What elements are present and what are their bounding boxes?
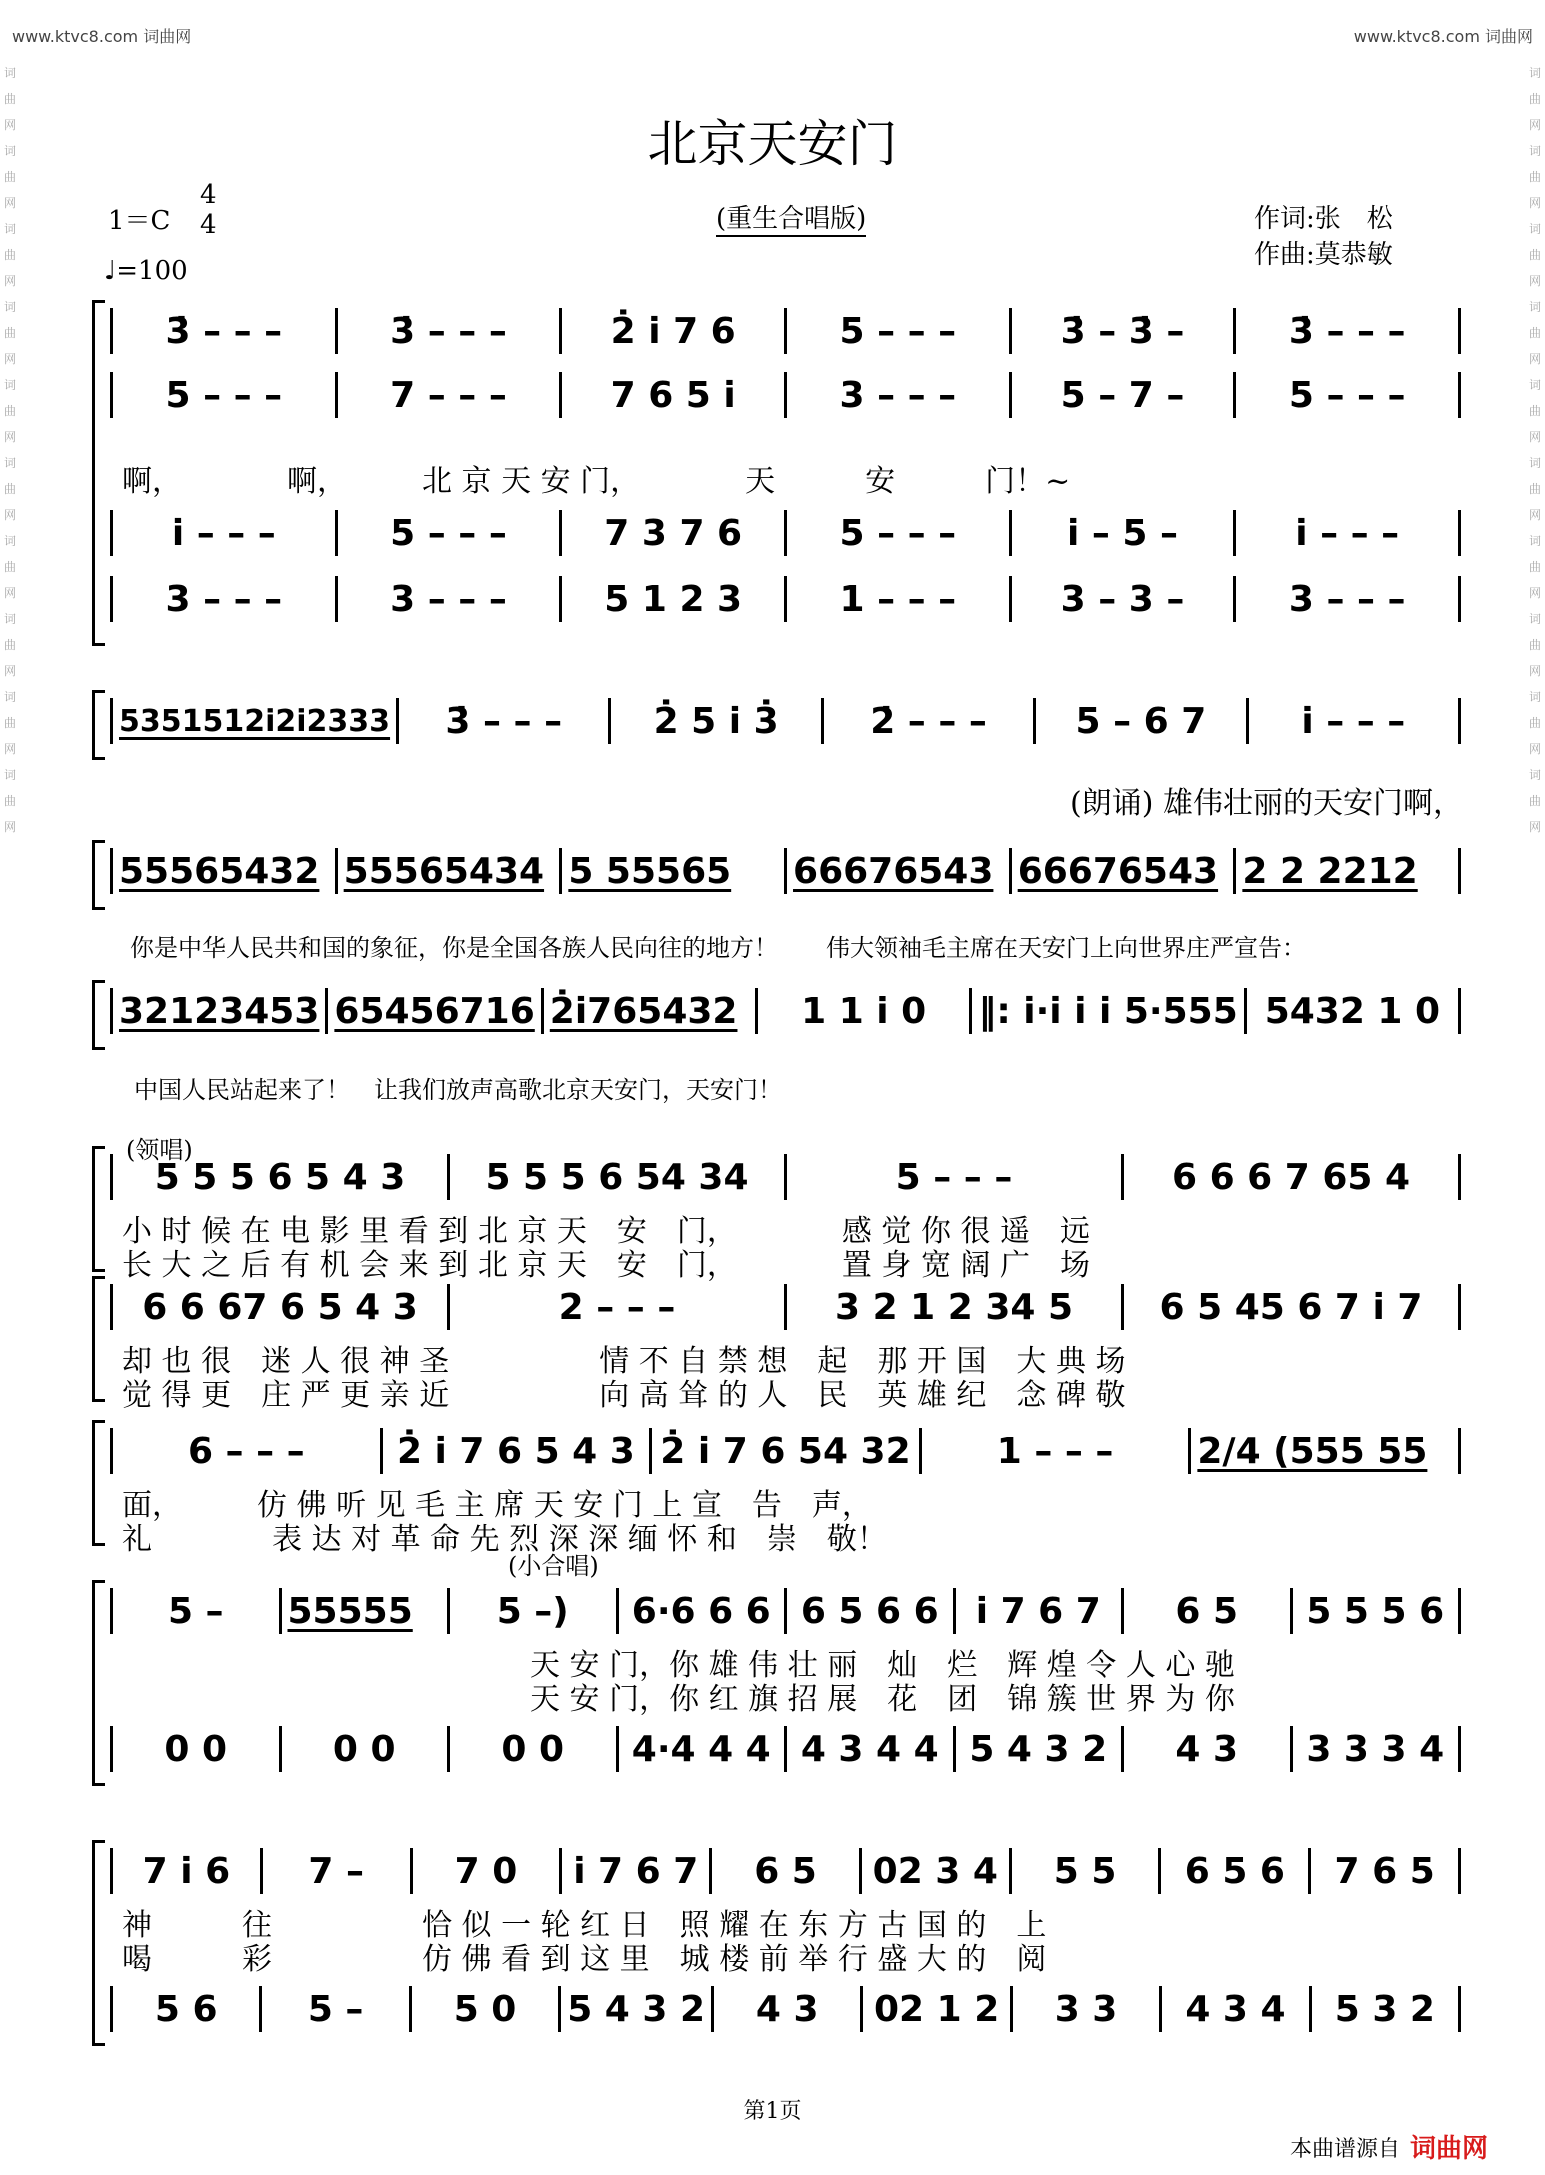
staff-melody <box>110 1154 1461 1200</box>
measure: 32123453 <box>110 988 328 1034</box>
measure: 5 – – – <box>338 510 563 556</box>
measure: 5 –) <box>450 1588 619 1634</box>
system-bracket <box>92 1840 105 2046</box>
measure: 5351512i̇2i̇2333 <box>110 698 399 744</box>
measure: 1 – – – <box>922 1428 1192 1474</box>
part-label-ensemble: (小合唱) <box>508 1552 599 1580</box>
lyrics-verse-1: 却 也 很 迷 人 很 神 圣 情 不 自 禁 想 起 那 开 国 大 典 场 <box>122 1344 1126 1379</box>
measure: 0 0 <box>110 1726 282 1772</box>
measure: 55565432 <box>110 848 338 894</box>
measure: 3̇ – 3̇ – <box>1012 308 1237 354</box>
part-label-solo: (领唱) <box>126 1136 193 1164</box>
measure: 66676543 <box>787 848 1012 894</box>
measure: 5 1 2 3 <box>562 576 787 622</box>
staff-piano <box>110 848 1461 894</box>
staff-piano <box>110 698 1461 744</box>
staff-bass <box>110 576 1461 622</box>
staff-tenor <box>110 510 1461 556</box>
system-bracket <box>92 1146 105 1272</box>
song-title: 北京天安门 <box>647 115 898 173</box>
measure: 5 – – – <box>787 510 1012 556</box>
key-signature: 1＝C <box>108 206 171 236</box>
measure: 6 5 6 6 <box>787 1588 956 1634</box>
measure: 5 0 <box>412 1986 561 2032</box>
measure: 5 – – – <box>787 1154 1124 1200</box>
measure: 7 i̇ 6 <box>110 1848 263 1894</box>
source-label: 本曲谱源自 <box>1290 2137 1401 2162</box>
measure: 4 3 4 <box>1162 1986 1311 2032</box>
measure: i̇ – – – <box>1236 510 1461 556</box>
tempo-marking: ♩=100 <box>104 256 188 286</box>
measure: 02 1 2 <box>863 1986 1012 2032</box>
measure: i̇ – – – <box>1249 698 1461 744</box>
measure: i̇ 7 6 7 <box>956 1588 1125 1634</box>
measure: 3 – 3 – <box>1012 576 1237 622</box>
measure: 7 6 5 i̇ <box>562 372 787 418</box>
measure: 5 – – – <box>1236 372 1461 418</box>
lyrics-verse-1: 天 安 门，你 雄 伟 壮 丽 灿 烂 辉 煌 令 人 心 驰 <box>530 1648 1235 1683</box>
measure: 2 – – – <box>450 1284 787 1330</box>
measure: ‖: i̇·i̇ i̇ i̇ 5·555 <box>972 988 1246 1034</box>
measure: 6 – – – <box>110 1428 383 1474</box>
lyrics-verse-1: 小 时 候 在 电 影 里 看 到 北 京 天 安 门， 感 觉 你 很 遥 远 <box>122 1214 1091 1249</box>
measure: 7 – <box>263 1848 413 1894</box>
staff-melody <box>110 1428 1461 1474</box>
lyrics-verse-1: 神 往 恰 似 一 轮 红 日 照 耀 在 东 方 古 国 的 上 <box>122 1908 1047 1943</box>
measure: 0 0 <box>282 1726 451 1772</box>
measure: 2̇ i̇ 7 6 5 4 3 <box>383 1428 653 1474</box>
header-site-right: www.ktvc8.com 词曲网 <box>1353 27 1533 46</box>
measure: 5 5 5 6 54 34 <box>450 1154 787 1200</box>
measure: i̇ 7 6 7 <box>562 1848 712 1894</box>
system-bracket <box>92 1276 105 1402</box>
system-bracket <box>92 300 105 646</box>
staff-lower <box>110 1726 1461 1772</box>
measure: 7 3 7 6 <box>562 510 787 556</box>
measure: 3̇ – – – <box>110 308 338 354</box>
composer: 作曲:莫恭敏 <box>1254 240 1393 270</box>
measure: 3̇ – – – <box>399 698 611 744</box>
measure: 2̇ 5 i̇ 3̇ <box>611 698 823 744</box>
narration-line: 你是中华人民共和国的象征，你是全国各族人民向往的地方！ 伟大领袖毛主席在天安门上向世界庄严宣告： <box>130 934 1306 962</box>
measure: 3 3 <box>1013 1986 1162 2032</box>
measure: 5 – <box>110 1588 282 1634</box>
measure: 02 3 4 <box>862 1848 1012 1894</box>
measure: 5 3 2 <box>1312 1986 1461 2032</box>
time-signature-numerator: 4 <box>200 180 217 210</box>
side-watermark-right: 词曲网词曲网词曲网词曲网词曲网词曲网词曲网词曲网词曲网词曲网 <box>1528 66 1541 834</box>
staff-upper <box>110 1848 1461 1894</box>
narration-line: 中国人民站起来了！ 让我们放声高歌北京天安门，天安门！ <box>134 1076 782 1104</box>
measure: 55565434 <box>338 848 563 894</box>
measure: 55555 <box>282 1588 451 1634</box>
measure: 3 – – – <box>110 576 338 622</box>
measure: 5 5 5 6 <box>1293 1588 1462 1634</box>
measure: 5 – 7 – <box>1012 372 1237 418</box>
measure: 6 5 6 <box>1161 1848 1311 1894</box>
measure: 5 4 3 2 <box>956 1726 1125 1772</box>
measure: 2̇ i̇ 7 6 <box>562 308 787 354</box>
measure: 3̇ – – – <box>338 308 563 354</box>
system-bracket <box>92 840 105 910</box>
system-bracket <box>92 980 105 1050</box>
staff-soprano <box>110 308 1461 354</box>
measure: 2/4 (555 55 <box>1191 1428 1461 1474</box>
measure: 2̇ – – – <box>824 698 1036 744</box>
measure: 4 3 <box>1124 1726 1293 1772</box>
measure: 5 6 <box>110 1986 262 2032</box>
measure: 3̇ – – – <box>1236 308 1461 354</box>
measure: 3 2 1 2 34 5 <box>787 1284 1124 1330</box>
measure: 7 – – – <box>338 372 563 418</box>
measure: 7 0 <box>413 1848 563 1894</box>
staff-upper <box>110 1588 1461 1634</box>
staff-piano <box>110 988 1461 1034</box>
header-site-left: www.ktvc8.com 词曲网 <box>12 27 192 46</box>
measure: 0 0 <box>450 1726 619 1772</box>
measure: 5 – – – <box>110 372 338 418</box>
measure: 4·4 4 4 <box>619 1726 788 1772</box>
system-bracket <box>92 690 105 760</box>
system-bracket <box>92 1420 105 1546</box>
lyrics-verse-2: 喝 彩 仿 佛 看 到 这 里 城 楼 前 举 行 盛 大 的 阅 <box>122 1942 1047 1977</box>
measure: 2 2 2212 <box>1236 848 1461 894</box>
measure: 4 3 4 4 <box>787 1726 956 1772</box>
lyricist: 作词:张 松 <box>1254 204 1393 234</box>
time-signature-denominator: 4 <box>200 210 217 240</box>
lyrics-verse-1: 面， 仿 佛 听 见 毛 主 席 天 安 门 上 宣 告 声， <box>122 1488 872 1523</box>
measure: 5 55565 <box>562 848 787 894</box>
page-number: 第1页 <box>743 2099 802 2124</box>
measure: 5 – – – <box>787 308 1012 354</box>
measure: 4 3 <box>714 1986 863 2032</box>
measure: 2̇i̇765432 <box>544 988 758 1034</box>
measure: 66676543 <box>1012 848 1237 894</box>
measure: 3 – – – <box>787 372 1012 418</box>
lyrics-verse-2: 天 安 门，你 红 旗 招 展 花 团 锦 簇 世 界 为 你 <box>530 1682 1235 1717</box>
staff-melody <box>110 1284 1461 1330</box>
measure: 6 5 45 6 7 i̇ 7 <box>1124 1284 1461 1330</box>
measure: 5 5 5 6 5 4 3 <box>110 1154 450 1200</box>
measure: 6 5 <box>712 1848 862 1894</box>
side-watermark-left: 词曲网词曲网词曲网词曲网词曲网词曲网词曲网词曲网词曲网词曲网 <box>3 66 16 834</box>
measure: 7 6 5 <box>1311 1848 1461 1894</box>
measure: 5 5 <box>1012 1848 1162 1894</box>
measure: 1 1 i 0 <box>758 988 972 1034</box>
measure: 5 4 3 2 <box>561 1986 714 2032</box>
measure: 6 6 67 6 5 4 3 <box>110 1284 450 1330</box>
measure: 6·6 6 6 <box>619 1588 788 1634</box>
staff-lower <box>110 1986 1461 2032</box>
measure: 6 5 <box>1124 1588 1293 1634</box>
time-signature <box>200 180 217 240</box>
measure: 3 – – – <box>338 576 563 622</box>
staff-alto <box>110 372 1461 418</box>
measure: i̇ – 5 – <box>1012 510 1237 556</box>
measure: i̇ – – – <box>110 510 338 556</box>
measure: 3 3 3 4 <box>1293 1726 1462 1772</box>
lyrics-verse-2: 长 大 之 后 有 机 会 来 到 北 京 天 安 门， 置 身 宽 阔 广 场 <box>122 1248 1091 1283</box>
measure: 6 6 6 7 65 4 <box>1124 1154 1461 1200</box>
measure: 65456716 <box>328 988 543 1034</box>
measure: 1 – – – <box>787 576 1012 622</box>
measure: 5 – <box>262 1986 411 2032</box>
measure: 5 – 6 7 <box>1036 698 1248 744</box>
lyrics-verse-2: 觉 得 更 庄 严 更 亲 近 向 高 耸 的 人 民 英 雄 纪 念 碑 敬 <box>122 1378 1126 1413</box>
brand-logo[interactable]: 词曲网 <box>1410 2134 1489 2164</box>
measure: 5432 1 0 <box>1247 988 1461 1034</box>
subtitle: (重生合唱版) <box>716 198 866 237</box>
lyrics-verse-2: 礼 表 达 对 革 命 先 烈 深 深 缅 怀 和 崇 敬！ <box>122 1522 887 1557</box>
lyrics-line: 啊， 啊， 北 京 天 安 门， 天 安 门！~ <box>122 464 1071 499</box>
narration-line: (朗诵) 雄伟壮丽的天安门啊， <box>1070 786 1463 821</box>
measure: 3 – – – <box>1236 576 1461 622</box>
system-bracket <box>92 1580 105 1786</box>
measure: 2̇ i̇ 7 6 54 32 <box>652 1428 922 1474</box>
